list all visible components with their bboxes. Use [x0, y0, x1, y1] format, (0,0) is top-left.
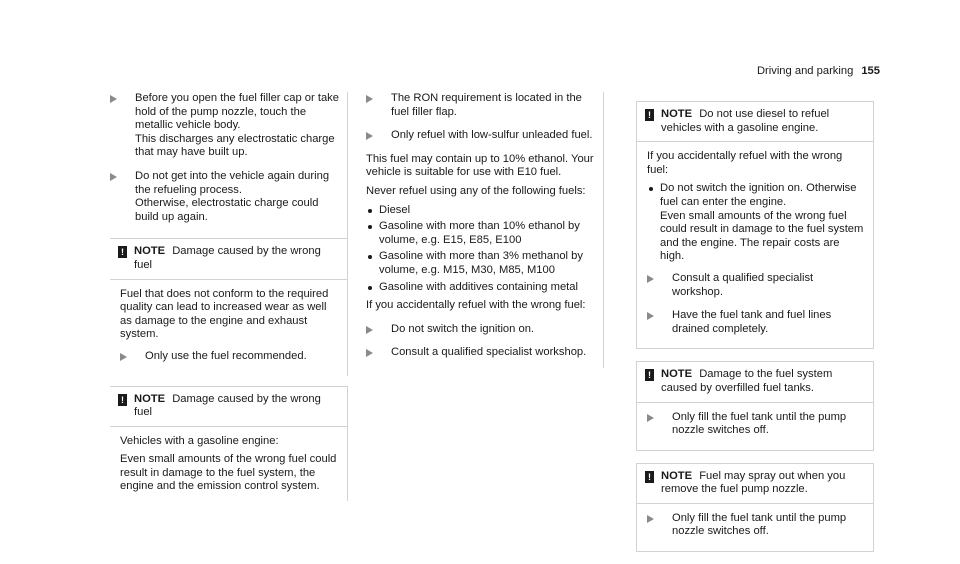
note-title: NOTE — [134, 245, 166, 258]
note-body — [637, 504, 873, 551]
note-title: NOTE — [661, 108, 693, 120]
step-arrow-icon — [366, 132, 373, 140]
note-box — [110, 386, 348, 502]
step-text: The RON requirement is located in the fuel filler flap. — [391, 92, 582, 118]
instruction-group — [110, 92, 348, 238]
step-arrow-icon — [110, 173, 117, 181]
instruction-step — [647, 411, 865, 438]
note-header — [637, 362, 873, 402]
instruction-step — [120, 350, 339, 364]
step-arrow-icon — [647, 312, 654, 320]
note-text: Vehicles with a gasoline engine: — [120, 434, 279, 447]
instruction-step — [647, 309, 865, 336]
paragraph: If you accidentally refuel with the wrong fuel: — [366, 299, 586, 312]
page-header — [757, 65, 880, 79]
instruction-step — [366, 346, 597, 360]
instruction-step — [110, 92, 341, 160]
note-text: Fuel that does not conform to the required quality can lead to increased wear as well as damage to the engine and exhaust system. — [120, 287, 329, 341]
step-arrow-icon — [647, 515, 654, 523]
note-heading: Fuel may spray out when you remove the fuel pump nozzle. — [661, 469, 846, 496]
note-header — [110, 239, 347, 279]
warning-icon: ! — [118, 246, 127, 258]
note-list — [647, 182, 865, 264]
instruction-step — [110, 170, 341, 238]
note-title: NOTE — [661, 469, 693, 482]
warning-icon: ! — [118, 394, 127, 406]
warning-icon: ! — [645, 471, 654, 483]
step-text: Have the fuel tank and fuel lines drained completely. — [672, 309, 832, 335]
list-item: Diesel — [366, 204, 597, 218]
step-arrow-icon — [366, 326, 373, 334]
list-item: Do not switch the ignition on. Otherwise fuel can enter the engine. Even small amounts of the wrong fuel could result in damage to the fuel system and the engine. The repair costs are high. — [647, 182, 865, 264]
warning-icon: ! — [645, 109, 654, 121]
paragraph: Never refuel using any of the following fuels: — [366, 184, 586, 197]
step-arrow-icon — [120, 353, 127, 361]
list-item: Gasoline with more than 10% ethanol by volume, e.g. E15, E85, E100 — [366, 220, 597, 247]
note-body — [110, 280, 347, 376]
column-3 — [636, 101, 874, 564]
step-text: Only fill the fuel tank until the pump nozzle switches off. — [672, 511, 847, 538]
instruction-step — [366, 92, 597, 119]
page-number: 155 — [861, 65, 880, 77]
step-text: Before you open the fuel filler cap or take hold of the pump nozzle, touch the metallic vehicle body. This discharges any electrostatic charge that may have built up. — [135, 92, 339, 159]
note-text: If you accidentally refuel with the wrong fuel: — [647, 150, 843, 176]
note-body — [637, 403, 873, 450]
step-text: Only fill the fuel tank until the pump nozzle switches off. — [672, 410, 847, 437]
step-text: Do not get into the vehicle again during the refueling process. Otherwise, electrostatic charge could build up again. — [135, 169, 330, 223]
note-box — [110, 238, 348, 375]
note-title: NOTE — [134, 392, 166, 405]
step-text: Do not switch the ignition on. — [391, 322, 535, 335]
note-text: Even small amounts of the wrong fuel could result in damage to the fuel system, the engine and the emission control system. — [120, 453, 337, 493]
step-text: Consult a qualified specialist workshop. — [672, 271, 814, 298]
step-arrow-icon — [110, 95, 117, 103]
column-2 — [366, 92, 604, 368]
list-item: Gasoline with additives containing metal — [366, 281, 597, 295]
note-title: NOTE — [661, 368, 693, 381]
paragraph: This fuel may contain up to 10% ethanol. Your vehicle is suitable for use with E10 fuel. — [366, 152, 594, 179]
warning-icon: ! — [645, 369, 654, 381]
note-header — [637, 102, 873, 142]
fuel-list — [366, 204, 597, 295]
note-box — [636, 101, 874, 349]
instruction-step — [647, 512, 865, 539]
instruction-step — [366, 323, 597, 337]
instruction-step — [647, 272, 865, 299]
step-arrow-icon — [366, 95, 373, 103]
column-1 — [110, 92, 348, 513]
list-item: Gasoline with more than 3% methanol by volume, e.g. M15, M30, M85, M100 — [366, 250, 597, 277]
note-box — [636, 463, 874, 552]
step-text: Consult a qualified specialist workshop. — [391, 346, 587, 359]
note-heading: Damage to the fuel system caused by overfilled fuel tanks. — [661, 368, 833, 394]
instruction-step — [366, 129, 597, 143]
note-header — [110, 387, 347, 427]
step-arrow-icon — [647, 275, 654, 283]
step-arrow-icon — [366, 349, 373, 357]
note-body — [110, 427, 347, 501]
fuel-info-group — [366, 92, 604, 368]
note-body — [637, 142, 873, 348]
step-text: Only use the fuel recommended. — [145, 349, 307, 362]
step-arrow-icon — [647, 414, 654, 422]
step-text: Only refuel with low-sulfur unleaded fuel. — [391, 129, 593, 142]
section-title: Driving and parking — [756, 65, 854, 77]
note-box — [636, 361, 874, 450]
note-heading: Damage caused by the wrong fuel — [134, 392, 321, 419]
note-heading: Damage caused by the wrong fuel — [134, 245, 321, 271]
note-header — [637, 464, 873, 504]
note-heading: Do not use diesel to refuel vehicles with a gasoline engine. — [661, 108, 830, 134]
